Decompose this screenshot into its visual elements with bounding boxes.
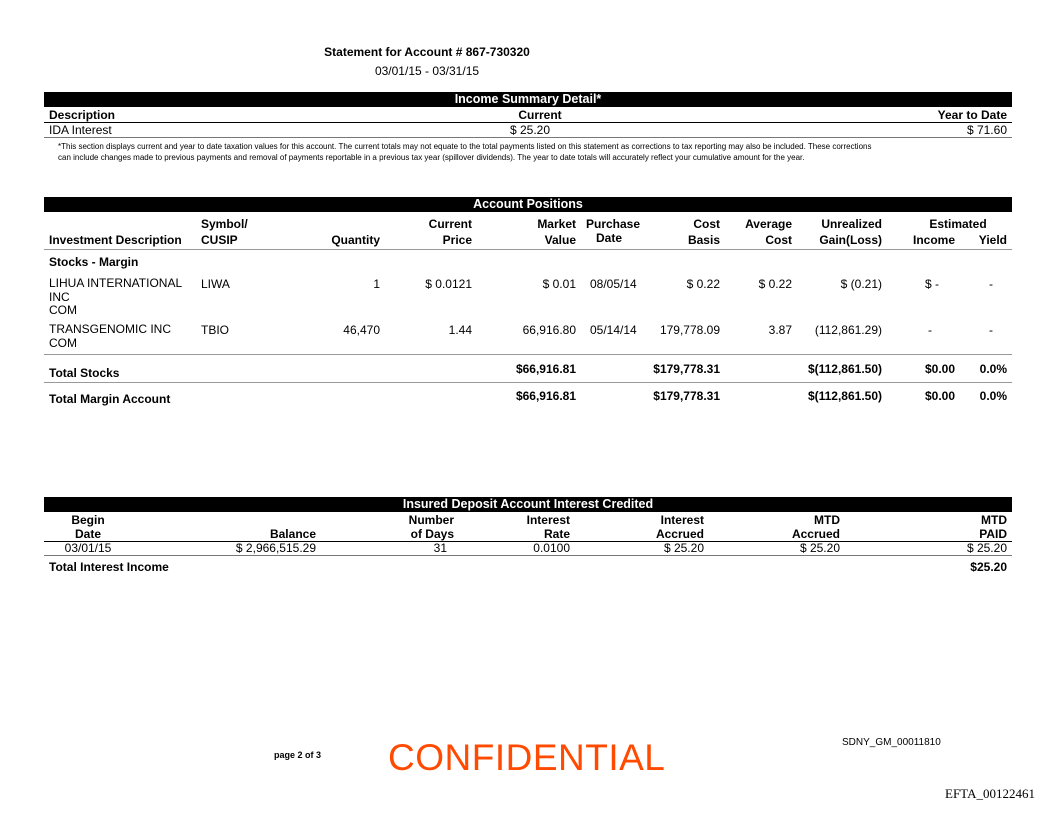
total-interest-income-label: Total Interest Income bbox=[49, 560, 169, 574]
ida-row-date: 03/01/15 bbox=[64, 541, 112, 555]
total-stocks-market-value: $66,916.81 bbox=[515, 362, 576, 376]
position-quantity: 1 bbox=[373, 277, 380, 291]
description-line: COM bbox=[49, 335, 77, 350]
page-number: page 2 of 3 bbox=[274, 750, 322, 760]
total-stocks-income: $0.00 bbox=[924, 362, 955, 376]
position-description bbox=[49, 323, 171, 350]
total-margin-label: Total Margin Account bbox=[49, 392, 171, 406]
position-market-value: $ 0.01 bbox=[542, 277, 576, 291]
position-income: - bbox=[928, 323, 932, 337]
header-investment-description: Investment Description bbox=[49, 233, 182, 247]
header-basis: Basis bbox=[687, 233, 720, 247]
total-interest-income-value: $25.20 bbox=[970, 560, 1007, 574]
account-positions-banner: Account Positions bbox=[44, 197, 1012, 212]
total-stocks-cost-basis: $179,778.31 bbox=[653, 362, 720, 376]
col-description: Description bbox=[49, 108, 116, 122]
header-average: Average bbox=[745, 217, 792, 231]
description-line: TRANSGENOMIC INC bbox=[49, 322, 172, 336]
header-value: Value bbox=[544, 233, 576, 247]
ida-row-mtd-accrued: $ 25.20 bbox=[799, 541, 840, 555]
header-price: Price bbox=[442, 233, 472, 247]
divider bbox=[44, 354, 1012, 355]
ida-header-mtd-accrued: Accrued bbox=[791, 527, 840, 541]
position-average-cost: $ 0.22 bbox=[758, 277, 792, 291]
ida-header-interest: Interest bbox=[526, 513, 570, 527]
divider bbox=[44, 382, 1012, 383]
total-stocks-label: Total Stocks bbox=[49, 366, 120, 380]
ida-header-mtd-paid: MTD bbox=[981, 513, 1007, 527]
ida-header-balance: Balance bbox=[269, 527, 316, 541]
ida-header-rate: Rate bbox=[543, 527, 570, 541]
total-margin-unrealized: $(112,861.50) bbox=[807, 389, 882, 403]
ida-row-interest-accrued: $ 25.20 bbox=[663, 541, 704, 555]
ida-header-number: Number bbox=[408, 513, 454, 527]
position-price: $ 0.0121 bbox=[425, 277, 472, 291]
header-cusip: CUSIP bbox=[201, 233, 238, 247]
position-symbol: TBIO bbox=[201, 323, 230, 337]
header-yield: Yield bbox=[978, 233, 1007, 247]
header-income: Income bbox=[912, 233, 955, 247]
confidential-stamp: CONFIDENTIAL bbox=[388, 737, 666, 778]
statement-title: Statement for Account # 867-730320 bbox=[324, 45, 530, 59]
efta-number: EFTA_00122461 bbox=[945, 786, 1035, 801]
position-unrealized: $ (0.21) bbox=[840, 277, 882, 291]
total-margin-market-value: $66,916.81 bbox=[515, 389, 576, 403]
header-unrealized: Unrealized bbox=[821, 217, 882, 231]
position-quantity: 46,470 bbox=[343, 323, 380, 337]
ida-header-of-days: of Days bbox=[410, 527, 454, 541]
tax-note-line: *This section displays current and year to date taxation values for this account. The current totals may not equate to the total payments listed on this statement as corrections to tax reporting may also be included. These corrections bbox=[58, 142, 872, 151]
bates-number: SDNY_GM_00011810 bbox=[842, 737, 941, 748]
col-current: Current bbox=[518, 108, 562, 122]
ida-row-mtd-paid: $ 25.20 bbox=[966, 541, 1007, 555]
ida-header-paid: PAID bbox=[979, 527, 1007, 541]
income-row-current: $ 25.20 bbox=[509, 123, 551, 137]
position-description bbox=[49, 277, 182, 318]
header-purchase: Purchase bbox=[585, 217, 641, 231]
header-gain-loss: Gain(Loss) bbox=[819, 233, 882, 247]
ida-row-rate: 0.0100 bbox=[533, 541, 570, 555]
total-stocks-yield: 0.0% bbox=[979, 362, 1007, 376]
header-avg-cost: Cost bbox=[765, 233, 792, 247]
header-estimated: Estimated bbox=[929, 217, 987, 231]
position-yield: - bbox=[989, 277, 993, 291]
header-symbol: Symbol/ bbox=[201, 217, 248, 231]
ida-row-days: 31 bbox=[433, 541, 447, 555]
divider bbox=[44, 249, 1012, 250]
position-cost-basis: 179,778.09 bbox=[659, 323, 720, 337]
total-margin-cost-basis: $179,778.31 bbox=[653, 389, 720, 403]
income-row-description: IDA Interest bbox=[49, 123, 112, 137]
position-price: 1.44 bbox=[448, 323, 472, 337]
ida-row-balance: $ 2,966,515.29 bbox=[235, 541, 316, 555]
divider bbox=[44, 555, 1012, 556]
tax-note-line: can include changes made to previous payments and removal of payments reportable in a previous tax year (spillover dividends). The year to date totals will accurately reflect your cumulative amount for the year. bbox=[58, 152, 805, 162]
ida-header-accrued: Accrued bbox=[655, 527, 704, 541]
ida-header-begin: Begin bbox=[71, 513, 105, 527]
position-cost-basis: $ 0.22 bbox=[686, 277, 720, 291]
header-date: Date bbox=[595, 231, 622, 245]
position-purchase-date: 08/05/14 bbox=[590, 277, 637, 291]
ida-header-interest-accrued: Interest bbox=[660, 513, 704, 527]
position-average-cost: 3.87 bbox=[768, 323, 792, 337]
divider bbox=[44, 137, 1012, 138]
position-market-value: 66,916.80 bbox=[522, 323, 576, 337]
income-row-ytd: $ 71.60 bbox=[966, 123, 1007, 137]
header-quantity: Quantity bbox=[331, 233, 380, 247]
total-margin-yield: 0.0% bbox=[979, 389, 1007, 403]
description-line: COM bbox=[49, 303, 77, 317]
statement-period: 03/01/15 - 03/31/15 bbox=[374, 64, 480, 78]
header-cost: Cost bbox=[693, 217, 720, 231]
ida-header-date: Date bbox=[74, 527, 101, 541]
tax-note bbox=[58, 142, 978, 163]
position-purchase-date: 05/14/14 bbox=[590, 323, 637, 337]
description-line: LIHUA INTERNATIONAL bbox=[49, 276, 183, 290]
income-summary-banner: Income Summary Detail* bbox=[44, 92, 1012, 107]
position-symbol: LIWA bbox=[201, 277, 230, 291]
position-income: $ - bbox=[925, 277, 940, 291]
section-title: Stocks - Margin bbox=[49, 255, 139, 269]
position-unrealized: (112,861.29) bbox=[814, 323, 882, 337]
ida-banner: Insured Deposit Account Interest Credited bbox=[44, 497, 1012, 512]
description-line: INC bbox=[49, 289, 70, 304]
col-year-to-date: Year to Date bbox=[937, 108, 1007, 122]
ida-header-mtd: MTD bbox=[814, 513, 840, 527]
header-market: Market bbox=[537, 217, 576, 231]
total-margin-income: $0.00 bbox=[924, 389, 955, 403]
total-stocks-unrealized: $(112,861.50) bbox=[807, 362, 882, 376]
header-current: Current bbox=[428, 217, 472, 231]
position-yield: - bbox=[989, 323, 993, 337]
